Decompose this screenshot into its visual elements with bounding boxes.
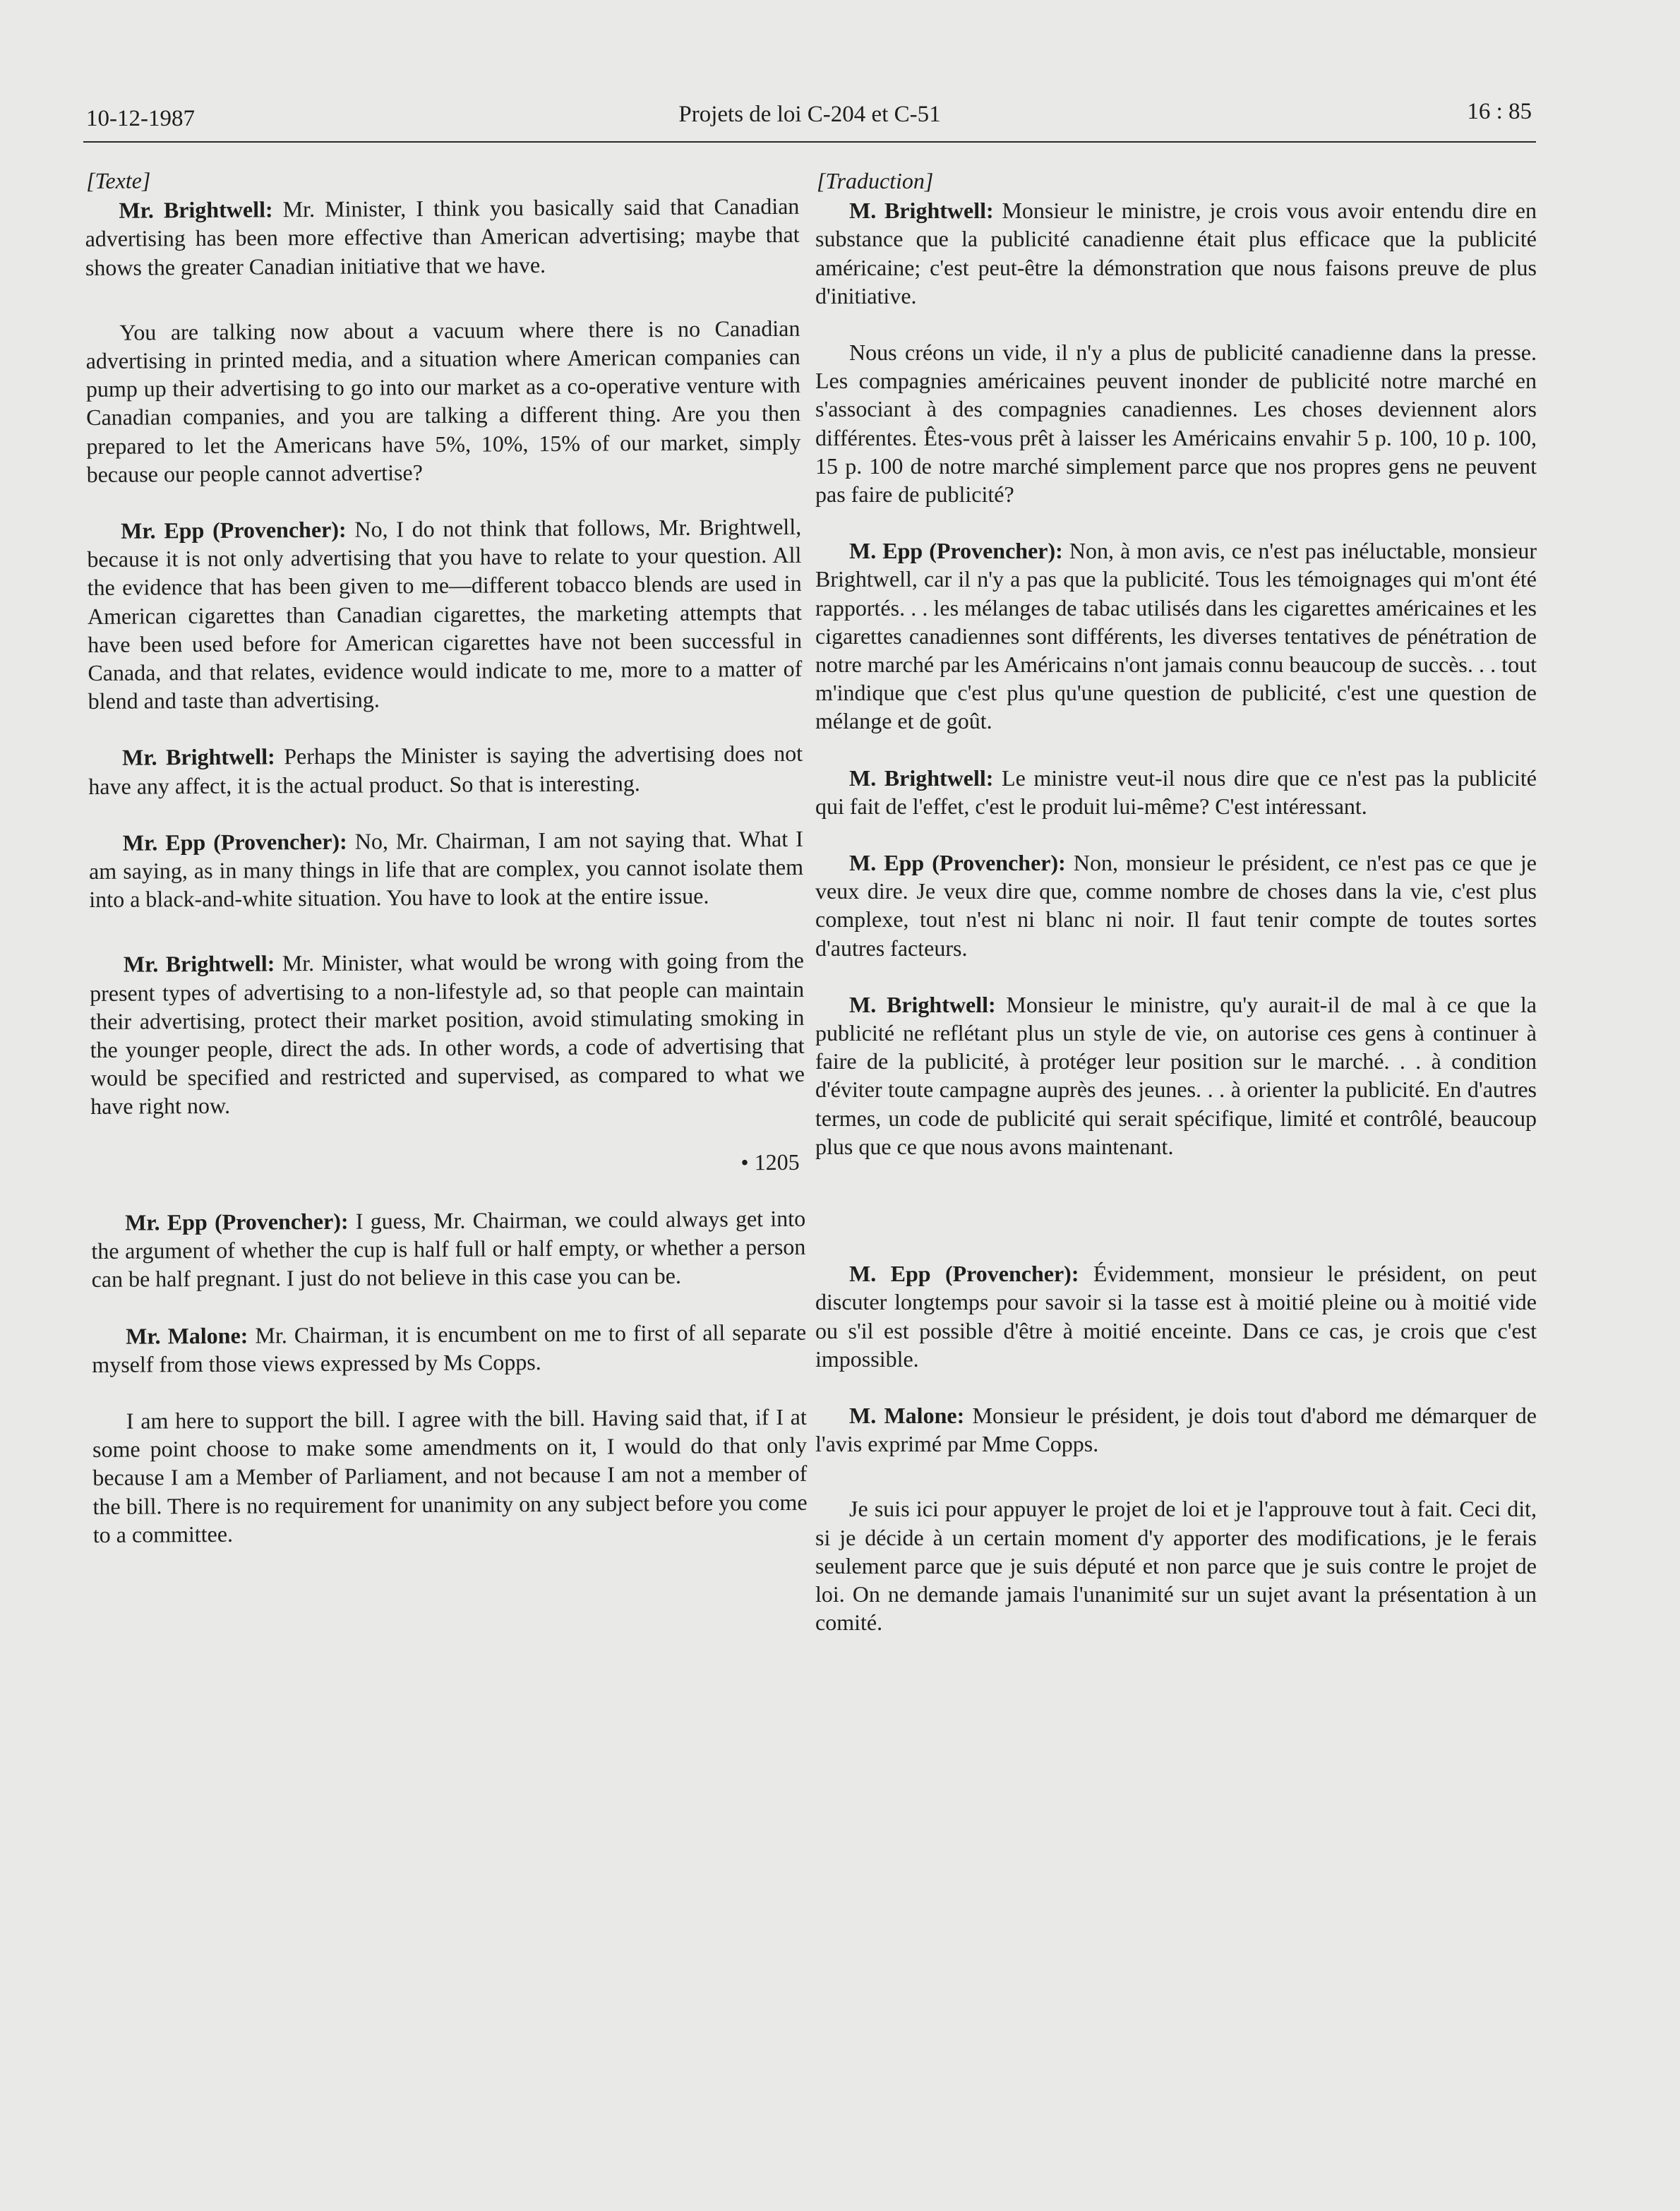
paragraph-text: Monsieur le président, je dois tout d'abord me démarquer de l'avis exprimé par Mme Copps. [815, 1402, 1537, 1457]
paragraph-text: Nous créons un vide, il n'y a plus de publicité canadienne dans la presse. Les compagnies américaines peuvent inonder de publicité notre marché en s'associant à des compagnies canadiennes. Les choses deviennent alors différentes. Êtes-vous prêt à laisser les Américains envahir 5 p. 100, 10 p. 100, 15 p. 100 de notre marché simplement parce que nos propres gens ne peuvent pas faire de publicité? [815, 340, 1537, 508]
speaker-name: M. Brightwell: [849, 991, 996, 1017]
speaker-name: Mr. Malone: [126, 1322, 248, 1349]
speaker-name: Mr. Brightwell: [122, 743, 275, 771]
paragraph [815, 849, 1537, 962]
paragraph [85, 192, 800, 282]
paragraph-text: I guess, Mr. Chairman, we could always get into the argument of whether the cup is half full or half empty, or whether a person can be half pregnant. I just do not believe in this case you can be. [91, 1205, 806, 1293]
paragraph-text: Monsieur le ministre, je crois vous avoir entendu dire en substance que la publicité canadienne était plus efficace que la publicité américaine; c'est peut-être la démonstration que nous faisons preuve de plus d'initiative. [815, 198, 1537, 308]
paragraph [815, 764, 1537, 820]
french-column [815, 167, 1537, 1636]
paragraph [90, 946, 805, 1120]
speaker-name: M. Malone: [849, 1402, 965, 1428]
paragraph-text: Mr. Chairman, it is encumbent on me to first of all separate myself from those views expressed by Ms Copps. [92, 1319, 807, 1377]
speaker-name: Mr. Epp (Provencher): [122, 828, 347, 856]
section-label-texte: [Texte] [86, 167, 151, 193]
paragraph-text: Mr. Minister, what would be wrong with going from the present types of advertising to a non-lifestyle ad, so that people can maintain their advertising, protect their market position, avoid stimulating smoking in the younger people, direct the ads. In other words, a code of advertising that would be specified and restricted and supervised, as compared to what we have right now. [90, 947, 805, 1120]
paragraph [85, 314, 800, 489]
paragraph [815, 990, 1537, 1161]
paragraph-text: No, Mr. Chairman, I am not saying that. What I am saying, as in many things in life that are complex, you cannot isolate them into a black-and-white situation. You have to look at the entire issue. [88, 825, 804, 913]
paragraph-text: You are talking now about a vacuum where there is no Canadian advertising in printed media, and a situation where American companies can pump up their advertising to go into our market as a co-operative venture with Canadian companies, and you are talking a different thing. Are you then prepared to let the Americans have 5%, 10%, 15% of our market, simply because our people cannot advertise? [85, 315, 801, 487]
paragraph [815, 537, 1537, 735]
paragraph [92, 1317, 806, 1379]
paragraph [815, 338, 1537, 508]
paragraph [91, 1204, 806, 1294]
paragraph [815, 196, 1537, 310]
speaker-name: M. Epp (Provencher): [849, 850, 1066, 876]
paragraph-text: Monsieur le ministre, qu'y aurait-il de mal à ce que la publicité ne reflétant plus un style de vie, on autorise ces gens à continuer à faire de la publicité, à protéger leur position sur le marché. . . à condition d'éviter toute campagne auprès des jeunes. . . à orienter la publicité. En d'autres termes, un code de publicité qui serait spécifique, limité et contrôlé, beaucoup plus que ce que nous avons maintenant. [815, 991, 1537, 1159]
paragraph-text: Mr. Minister, I think you basically said that Canadian advertising has been more effective than American advertising; maybe that shows the greater Canadian initiative that we have. [85, 193, 800, 280]
header-date: 10-12-1987 [86, 106, 195, 131]
speaker-name: Mr. Epp (Provencher): [125, 1208, 349, 1235]
speaker-name: Mr. Brightwell: [123, 950, 275, 978]
section-label-traduction: [Traduction] [817, 168, 934, 193]
speaker-name: M. Brightwell: [849, 198, 994, 224]
paragraph-text: Évidemment, monsieur le président, on peut discuter longtemps pour savoir si la tasse est à moitié pleine ou à moitié vide ou s'il est possible d'être à moitié enceinte. Dans ce cas, je crois que c'est impossible. [815, 1261, 1537, 1372]
paragraph [87, 513, 803, 716]
english-column [85, 162, 808, 1549]
paragraph-text: Perhaps the Minister is saying the advertising does not have any affect, it is the actual product. So that is interesting. [88, 741, 803, 799]
header-title: Projets de loi C-204 et C-51 [678, 102, 941, 127]
paragraph [88, 739, 803, 801]
running-head [83, 99, 1536, 143]
speaker-name: M. Epp (Provencher): [849, 1261, 1079, 1287]
paragraph-text: Je suis ici pour appuyer le projet de loi et je l'approuve tout à fait. Ceci dit, si je décide à un certain moment d'y apporter des modifications, je le ferais seulement parce que je suis député et non parce que je suis contre le projet de loi. On ne demande jamais l'unanimité sur un sujet avant la présentation à un comité. [815, 1496, 1537, 1636]
paragraph-text: No, I do not think that follows, Mr. Brightwell, because it is not only advertising that you have to relate to your question. All the evidence that has been given to me—different tobacco blends are used in American cigarettes than Canadian cigarettes, the marketing attempts that have been used before for American cigarettes have not been successful in Canada, and that relates, evidence would indicate to me, more to a matter of blend and taste than advertising. [87, 513, 803, 714]
paragraph [89, 825, 804, 914]
header-page-number: 16 : 85 [1467, 99, 1532, 124]
speaker-name: Mr. Epp (Provencher): [121, 516, 347, 544]
paragraph [815, 1259, 1537, 1373]
paragraph [815, 1494, 1537, 1636]
paragraph-text: I am here to support the bill. I agree with the bill. Having said that, if I at some point choose to make some amendments on it, I would do that only because I am a Member of Parliament, and not because I am not a member of the bill. There is no requirement for unanimity on any subject before you come to a committee. [92, 1403, 808, 1547]
paragraph-text: Non, monsieur le président, ce n'est pas ce que je veux dire. Je veux dire que, comme nombre de choses dans la vie, c'est plus complexe, tout n'est ni blanc ni noir. Il faut tenir compte de toutes sortes d'autres facteurs. [815, 850, 1537, 961]
time-stamp: • 1205 [740, 1149, 800, 1175]
speaker-name: Mr. Brightwell: [119, 196, 273, 223]
speaker-name: M. Brightwell: [849, 765, 994, 791]
paragraph [92, 1403, 808, 1549]
paragraph-text: Le ministre veut-il nous dire que ce n'est pas la publicité qui fait de l'effet, c'est le produit lui-même? C'est intéressant. [815, 765, 1537, 819]
paragraph [815, 1401, 1537, 1458]
speaker-name: M. Epp (Provencher): [849, 538, 1063, 564]
paragraph-text: Non, à mon avis, ce n'est pas inéluctable, monsieur Brightwell, car il n'y a pas que la publicité. Tous les témoignages qui m'ont été rapportés. . . les mélanges de tabac utilisés dans les cigarettes américaines et les cigarettes canadiennes sont différents, les diverses tentatives de pénétration de notre marché par les Américains n'ont jamais connu beaucoup de succès. . . tout m'indique que c'est plus qu'une question de publicité, c'est une question de mélange et de goût. [815, 538, 1537, 734]
